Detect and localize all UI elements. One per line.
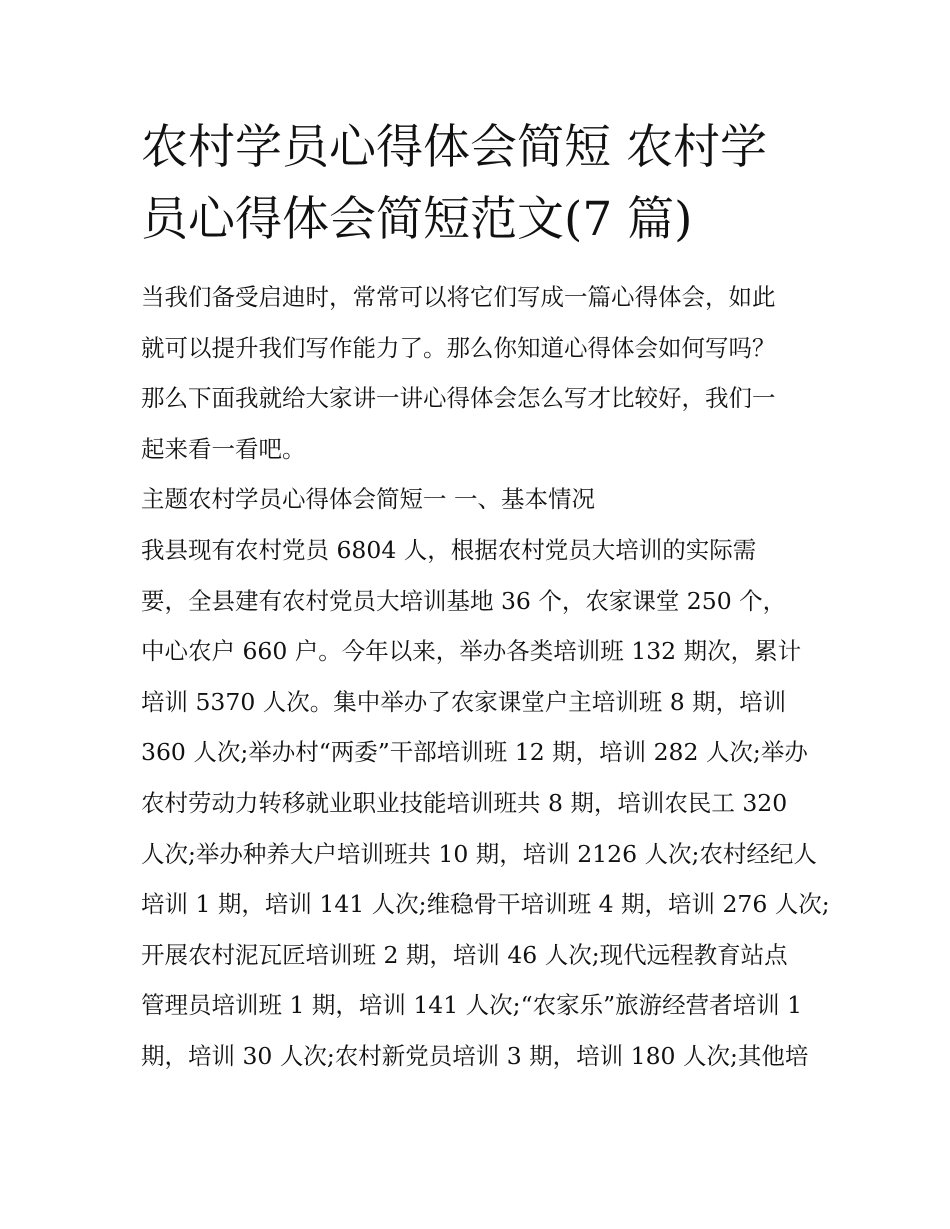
body-line: 起来看一看吧。	[141, 434, 306, 463]
body-line: 培训 1 期，培训 141 人次;维稳骨干培训班 4 期，培训 276 人次;	[141, 890, 830, 919]
document-body	[141, 272, 830, 1082]
body-line: 当我们备受启迪时，常常可以将它们写成一篇心得体会，如此	[141, 283, 776, 311]
title-line: 员心得体会简短范文(7 篇)	[141, 192, 693, 247]
body-line: 农村劳动力转移就业职业技能培训班共 8 期，培训农民工 320	[141, 788, 788, 817]
body-line: 那么下面我就给大家讲一讲心得体会怎么写才比较好，我们一	[141, 384, 776, 413]
document-page	[141, 112, 830, 1082]
title-line: 农村学员心得体会简短 农村学	[141, 120, 767, 175]
body-line: 360 人次;举办村“两委”干部培训班 12 期，培训 282 人次;举办	[141, 738, 808, 767]
body-line: 期，培训 30 人次;农村新党员培训 3 期，培训 180 人次;其他培	[141, 1041, 809, 1070]
section-heading: 主题农村学员心得体会简短一 一、基本情况	[141, 485, 595, 514]
body-line: 管理员培训班 1 期，培训 141 人次;“农家乐”旅游经营者培训 1	[141, 991, 803, 1020]
body-line: 我县现有农村党员 6804 人，根据农村党员大培训的实际需	[141, 535, 757, 564]
body-line: 培训 5370 人次。集中举办了农家课堂户主培训班 8 期，培训	[141, 687, 787, 716]
body-line: 人次;举办种养大户培训班共 10 期，培训 2126 人次;农村经纪人	[141, 839, 817, 868]
body-line: 要，全县建有农村党员大培训基地 36 个，农家课堂 250 个，	[141, 586, 787, 615]
body-line: 中心农户 660 户。今年以来，举办各类培训班 132 期次，累计	[141, 637, 802, 666]
body-line: 就可以提升我们写作能力了。那么你知道心得体会如何写吗？	[141, 333, 776, 362]
document-title	[141, 112, 821, 256]
body-line: 开展农村泥瓦匠培训班 2 期，培训 46 人次;现代远程教育站点	[141, 940, 788, 969]
